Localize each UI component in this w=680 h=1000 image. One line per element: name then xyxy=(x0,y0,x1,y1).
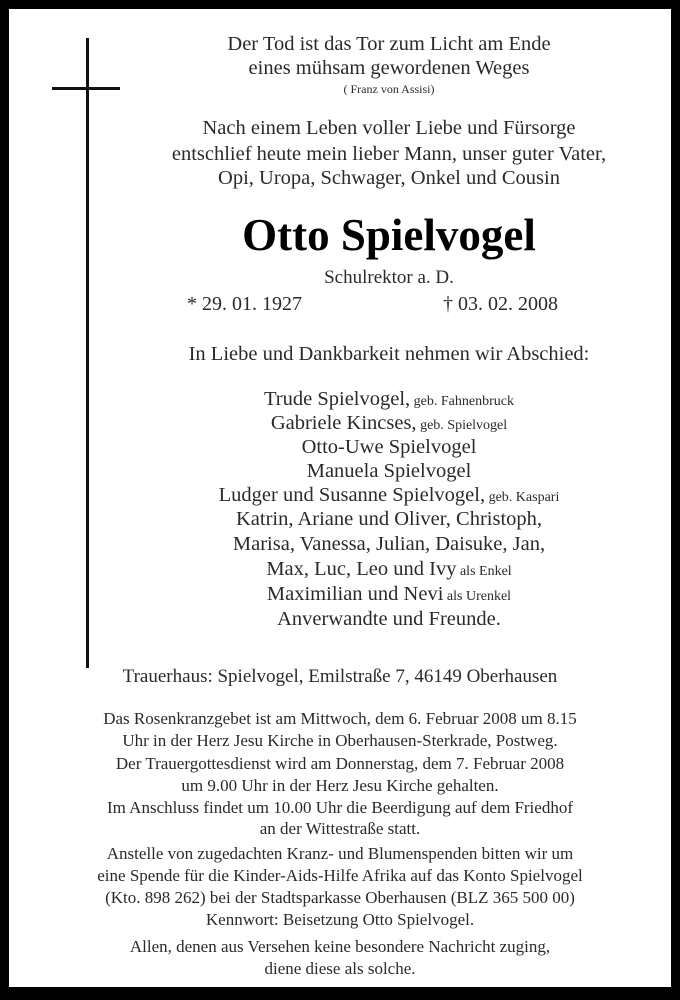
detail-line: Im Anschluss findet um 10.00 Uhr die Beerdigung auf dem Friedhof xyxy=(106,798,573,817)
detail-line: Uhr in der Herz Jesu Kirche in Oberhausen-Sterkrade, Postweg. xyxy=(122,731,558,750)
mourner-line xyxy=(109,388,669,411)
mourner-line xyxy=(109,412,669,435)
mourner-line xyxy=(109,533,669,556)
detail-line: eine Spende für die Kinder-Aids-Hilfe Afrika auf das Konto Spielvogel xyxy=(97,866,583,885)
motto-line: eines mühsam gewordenen Weges xyxy=(248,57,530,79)
mourner-line xyxy=(109,460,669,483)
intro-line: entschlief heute mein lieber Mann, unser guter Vater, xyxy=(171,143,607,165)
mourner-line xyxy=(109,608,669,631)
mourner-name: Marisa, Vanessa, Julian, Daisuke, Jan, xyxy=(232,533,546,555)
mourning-house: Trauerhaus: Spielvogel, Emilstraße 7, 46149 Oberhausen xyxy=(122,666,558,687)
motto-line: Der Tod ist das Tor zum Licht am Ende xyxy=(227,33,551,55)
mourner-name: Manuela Spielvogel xyxy=(306,460,472,482)
mourner-name: Anverwandte und Freunde. xyxy=(277,608,501,630)
detail-line: (Kto. 898 262) bei der Stadtsparkasse Oberhausen (BLZ 365 500 00) xyxy=(105,888,575,907)
detail-line: diene diese als solche. xyxy=(264,959,416,978)
mourner-line xyxy=(109,508,669,531)
mourner-name: Max, Luc, Leo und Ivy xyxy=(266,558,457,580)
detail-line: Allen, denen aus Versehen keine besondere Nachricht zuging, xyxy=(129,937,551,956)
mourner-note: als Enkel xyxy=(456,564,512,579)
farewell-line: In Liebe und Dankbarkeit nehmen wir Abschied: xyxy=(188,343,590,365)
mourner-note: als Urenkel xyxy=(443,589,512,604)
detail-line: an der Wittestraße statt. xyxy=(259,819,421,838)
death-date: † 03. 02. 2008 xyxy=(443,293,558,315)
mourner-name: Gabriele Kincses, xyxy=(270,412,417,434)
mourner-name: Maximilian und Nevi xyxy=(266,583,444,605)
detail-line: um 9.00 Uhr in der Herz Jesu Kirche gehalten. xyxy=(181,776,499,795)
detail-line: Der Trauergottesdienst wird am Donnerstag, dem 7. Februar 2008 xyxy=(115,754,565,773)
mourner-line xyxy=(109,558,669,581)
mourner-name: Otto-Uwe Spielvogel xyxy=(301,436,477,458)
mourner-note: geb. Fahnenbruck xyxy=(410,394,514,409)
obituary-notice xyxy=(9,9,671,987)
detail-line: Kennwort: Beisetzung Otto Spielvogel. xyxy=(205,910,475,929)
mourner-line xyxy=(109,436,669,459)
cross-icon xyxy=(86,38,89,668)
detail-line: Das Rosenkranzgebet ist am Mittwoch, dem 6. Februar 2008 um 8.15 xyxy=(103,709,577,728)
mourner-name: Ludger und Susanne Spielvogel, xyxy=(218,484,486,506)
mourner-name: Katrin, Ariane und Oliver, Christoph, xyxy=(235,508,543,530)
mourner-note: geb. Kaspari xyxy=(485,490,560,505)
deceased-title: Schulrektor a. D. xyxy=(324,267,454,288)
detail-line: Anstelle von zugedachten Kranz- und Blumenspenden bitten wir um xyxy=(106,844,574,863)
mourner-line xyxy=(109,484,669,507)
mourner-note: geb. Spielvogel xyxy=(416,418,508,433)
mourner-line xyxy=(109,583,669,606)
birth-date: * 29. 01. 1927 xyxy=(187,293,302,315)
motto-source: ( Franz von Assisi) xyxy=(343,82,435,96)
intro-line: Nach einem Leben voller Liebe und Fürsorge xyxy=(202,117,576,139)
deceased-name: Otto Spielvogel xyxy=(242,210,536,260)
mourner-name: Trude Spielvogel, xyxy=(264,388,411,410)
intro-line: Opi, Uropa, Schwager, Onkel und Cousin xyxy=(218,167,560,189)
